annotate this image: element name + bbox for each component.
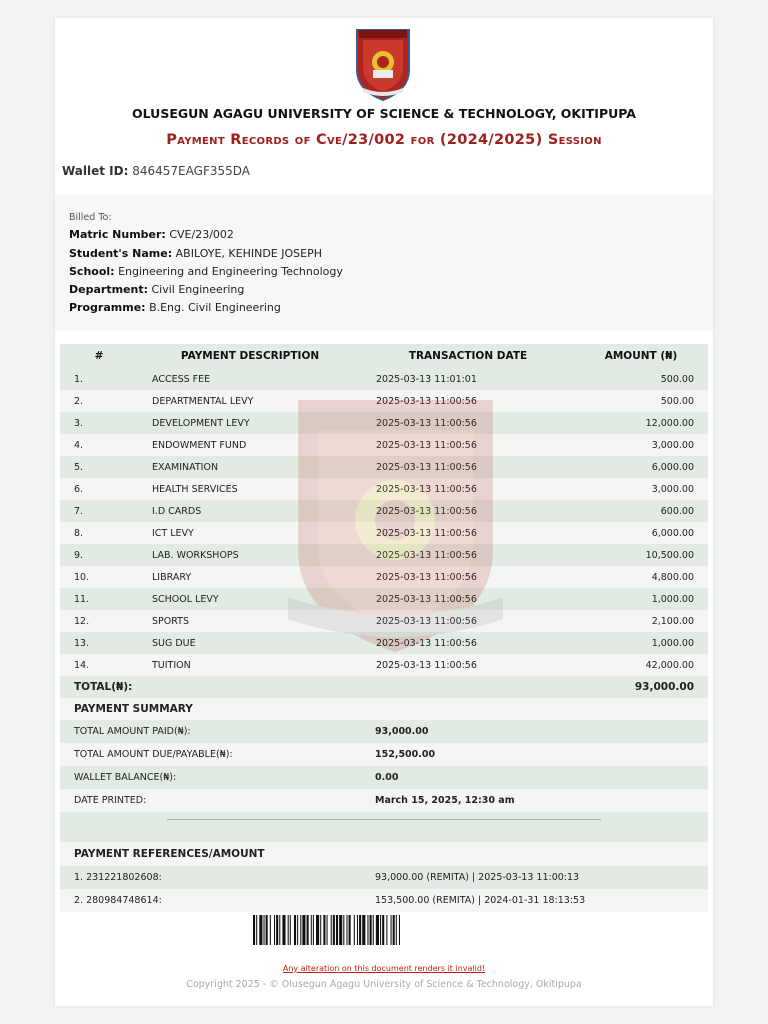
school: [69, 265, 343, 278]
cell-description: ENDOWMENT FUND: [138, 434, 362, 456]
cell-date: 2025-03-13 11:00:56: [362, 610, 574, 632]
cell-description: TUITION: [138, 654, 362, 676]
reference-row-label: 2. 280984748614:: [60, 889, 375, 912]
cell-description: LIBRARY: [138, 566, 362, 588]
barcode-bar: [307, 915, 309, 945]
summary-row-value: 0.00: [375, 766, 708, 789]
barcode-bar: [386, 915, 387, 945]
cell-description: ACCESS FEE: [138, 368, 362, 390]
cell-date: 2025-03-13 11:00:56: [362, 456, 574, 478]
barcode-bar: [393, 915, 395, 945]
column-header-date: TRANSACTION DATE: [362, 344, 574, 368]
table-row: [60, 478, 708, 500]
department-label: Department:: [69, 283, 148, 296]
barcode-bar: [380, 915, 381, 945]
barcode-bar: [256, 915, 257, 945]
matric-value: CVE/23/002: [169, 228, 234, 241]
cell-amount: 1,000.00: [574, 632, 708, 654]
cell-description: DEVELOPMENT LEVY: [138, 412, 362, 434]
barcode-bar: [346, 915, 347, 945]
table-row: [60, 522, 708, 544]
table-row: [60, 632, 708, 654]
cell-date: 2025-03-13 11:00:56: [362, 500, 574, 522]
university-name: OLUSEGUN AGAGU UNIVERSITY OF SCIENCE & TECHNOLOGY, OKITIPUPA: [132, 106, 636, 121]
barcode-bar: [276, 915, 278, 945]
cell-amount: 10,500.00: [574, 544, 708, 566]
barcode-bar: [288, 915, 289, 945]
cell-number: 5.: [60, 456, 138, 478]
billed-to-heading: Billed To:: [69, 212, 112, 223]
table-row: [60, 500, 708, 522]
barcode-bar: [297, 915, 298, 945]
cell-amount: 2,100.00: [574, 610, 708, 632]
payment-summary-table: [60, 720, 708, 812]
column-header-description: PAYMENT DESCRIPTION: [138, 344, 362, 368]
barcode-bar: [333, 915, 335, 945]
department-value: Civil Engineering: [151, 283, 245, 296]
cell-date: 2025-03-13 11:00:56: [362, 390, 574, 412]
barcode-bar: [320, 915, 321, 945]
cell-number: 11.: [60, 588, 138, 610]
cell-amount: 1,000.00: [574, 588, 708, 610]
cell-description: ICT LEVY: [138, 522, 362, 544]
school-label: School:: [69, 265, 115, 278]
matric-label: Matric Number:: [69, 228, 166, 241]
cell-amount: 3,000.00: [574, 434, 708, 456]
summary-row-label: DATE PRINTED:: [60, 789, 375, 812]
department: [69, 283, 244, 296]
cell-number: 12.: [60, 610, 138, 632]
cell-date: 2025-03-13 11:00:56: [362, 654, 574, 676]
school-value: Engineering and Engineering Technology: [118, 265, 343, 278]
alteration-warning-link[interactable]: Any alteration on this document renders it invalid!: [282, 964, 486, 973]
barcode-bar: [376, 915, 379, 945]
barcode-bar: [313, 915, 314, 945]
summary-row-value: 152,500.00: [375, 743, 708, 766]
university-logo: [355, 26, 411, 102]
cell-number: 2.: [60, 390, 138, 412]
cell-date: 2025-03-13 11:00:56: [362, 412, 574, 434]
reference-row-value: 93,000.00 (REMITA) | 2025-03-13 11:00:13: [375, 866, 708, 889]
copyright-text: Copyright 2025 - © Olusegun Agagu University of Science & Technology, Okitipupa: [186, 979, 582, 990]
barcode: [241, 913, 527, 947]
table-row: [60, 610, 708, 632]
reference-row-value: 153,500.00 (REMITA) | 2024-01-31 18:13:53: [375, 889, 708, 912]
cell-number: 3.: [60, 412, 138, 434]
cell-amount: 500.00: [574, 390, 708, 412]
reference-row-label: 1. 231221802608:: [60, 866, 375, 889]
cell-description: LAB. WORKSHOPS: [138, 544, 362, 566]
cell-number: 14.: [60, 654, 138, 676]
barcode-bar: [359, 915, 361, 945]
cell-description: EXAMINATION: [138, 456, 362, 478]
wallet-id-value: 846457EAGF355DA: [132, 164, 250, 178]
table-row: [60, 544, 708, 566]
barcode-bar: [373, 915, 374, 945]
barcode-bar: [343, 915, 344, 945]
table-row: [60, 566, 708, 588]
barcode-bar: [399, 915, 400, 945]
barcode-bar: [290, 915, 291, 945]
total-row: [60, 676, 708, 698]
cell-description: HEALTH SERVICES: [138, 478, 362, 500]
barcode-bar: [391, 915, 392, 945]
barcode-bar: [339, 915, 342, 945]
payment-summary-heading: PAYMENT SUMMARY: [60, 698, 708, 720]
cell-amount: 3,000.00: [574, 478, 708, 500]
summary-row-label: TOTAL AMOUNT DUE/PAYABLE(₦):: [60, 743, 375, 766]
cell-date: 2025-03-13 11:00:56: [362, 588, 574, 610]
barcode-bar: [323, 915, 325, 945]
summary-row: [60, 720, 708, 743]
cell-amount: 500.00: [574, 368, 708, 390]
reference-row: [60, 866, 708, 889]
barcode-bar: [370, 915, 372, 945]
cell-description: I.D CARDS: [138, 500, 362, 522]
barcode-bar: [349, 915, 351, 945]
barcode-bar: [316, 915, 319, 945]
table-row: [60, 654, 708, 676]
barcode-bar: [327, 915, 328, 945]
summary-row-label: WALLET BALANCE(₦):: [60, 766, 375, 789]
programme: [69, 301, 281, 314]
barcode-bar: [367, 915, 368, 945]
summary-row-label: TOTAL AMOUNT PAID(₦):: [60, 720, 375, 743]
barcode-bar: [282, 915, 285, 945]
table-row: [60, 390, 708, 412]
barcode-bar: [382, 915, 384, 945]
summary-divider: [60, 812, 708, 842]
reference-row: [60, 889, 708, 912]
barcode-bar: [259, 915, 262, 945]
summary-row: [60, 789, 708, 812]
table-row: [60, 368, 708, 390]
cell-description: SPORTS: [138, 610, 362, 632]
table-row: [60, 434, 708, 456]
cell-amount: 600.00: [574, 500, 708, 522]
barcode-bar: [362, 915, 365, 945]
barcode-bar: [279, 915, 280, 945]
billed-to-section: [55, 194, 713, 330]
cell-number: 7.: [60, 500, 138, 522]
summary-row: [60, 766, 708, 789]
cell-amount: 6,000.00: [574, 522, 708, 544]
barcode-bar: [311, 915, 312, 945]
summary-row: [60, 743, 708, 766]
barcode-bar: [264, 915, 265, 945]
cell-number: 13.: [60, 632, 138, 654]
cell-date: 2025-03-13 11:00:56: [362, 522, 574, 544]
cell-number: 8.: [60, 522, 138, 544]
cell-date: 2025-03-13 11:00:56: [362, 478, 574, 500]
cell-number: 10.: [60, 566, 138, 588]
cell-description: DEPARTMENTAL LEVY: [138, 390, 362, 412]
cell-number: 9.: [60, 544, 138, 566]
barcode-bar: [253, 915, 255, 945]
cell-number: 4.: [60, 434, 138, 456]
payment-references-table: [60, 866, 708, 912]
cell-number: 1.: [60, 368, 138, 390]
table-row: [60, 456, 708, 478]
cell-amount: 42,000.00: [574, 654, 708, 676]
payment-references-heading: PAYMENT REFERENCES/AMOUNT: [60, 842, 708, 866]
page-title: Payment Records of Cve/23/002 for (2024/2025) Session: [166, 132, 602, 148]
summary-row-value: 93,000.00: [375, 720, 708, 743]
total-value: 93,000.00: [574, 676, 708, 698]
barcode-bar: [354, 915, 355, 945]
column-header-amount: AMOUNT (₦): [574, 344, 708, 368]
student-name-label: Student's Name:: [69, 247, 173, 260]
table-header-row: [60, 344, 708, 368]
barcode-bar: [294, 915, 296, 945]
barcode-bar: [270, 915, 271, 945]
barcode-bar: [357, 915, 358, 945]
cell-amount: 12,000.00: [574, 412, 708, 434]
barcode-bar: [336, 915, 338, 945]
wallet-id: [62, 164, 250, 178]
barcode-bar: [396, 915, 397, 945]
barcode-bar: [266, 915, 268, 945]
payment-records: [60, 344, 708, 912]
barcode-bar: [331, 915, 332, 945]
wallet-id-label: Wallet ID:: [62, 164, 129, 178]
cell-date: 2025-03-13 11:00:56: [362, 566, 574, 588]
student-name-value: ABILOYE, KEHINDE JOSEPH: [175, 247, 322, 260]
barcode-bar: [274, 915, 275, 945]
cell-date: 2025-03-13 11:01:01: [362, 368, 574, 390]
total-label: TOTAL(₦):: [60, 676, 362, 698]
table-row: [60, 412, 708, 434]
table-row: [60, 588, 708, 610]
student-name: [69, 247, 322, 260]
barcode-bar: [300, 915, 301, 945]
cell-description: SCHOOL LEVY: [138, 588, 362, 610]
payment-table: [60, 344, 708, 698]
cell-amount: 4,800.00: [574, 566, 708, 588]
cell-date: 2025-03-13 11:00:56: [362, 434, 574, 456]
summary-row-value: March 15, 2025, 12:30 am: [375, 789, 708, 812]
cell-date: 2025-03-13 11:00:56: [362, 632, 574, 654]
cell-date: 2025-03-13 11:00:56: [362, 544, 574, 566]
cell-number: 6.: [60, 478, 138, 500]
programme-label: Programme:: [69, 301, 146, 314]
programme-value: B.Eng. Civil Engineering: [149, 301, 281, 314]
barcode-bar: [302, 915, 305, 945]
matric-number: [69, 228, 234, 241]
cell-amount: 6,000.00: [574, 456, 708, 478]
cell-description: SUG DUE: [138, 632, 362, 654]
column-header-number: #: [60, 344, 138, 368]
receipt-sheet: [55, 18, 713, 1006]
